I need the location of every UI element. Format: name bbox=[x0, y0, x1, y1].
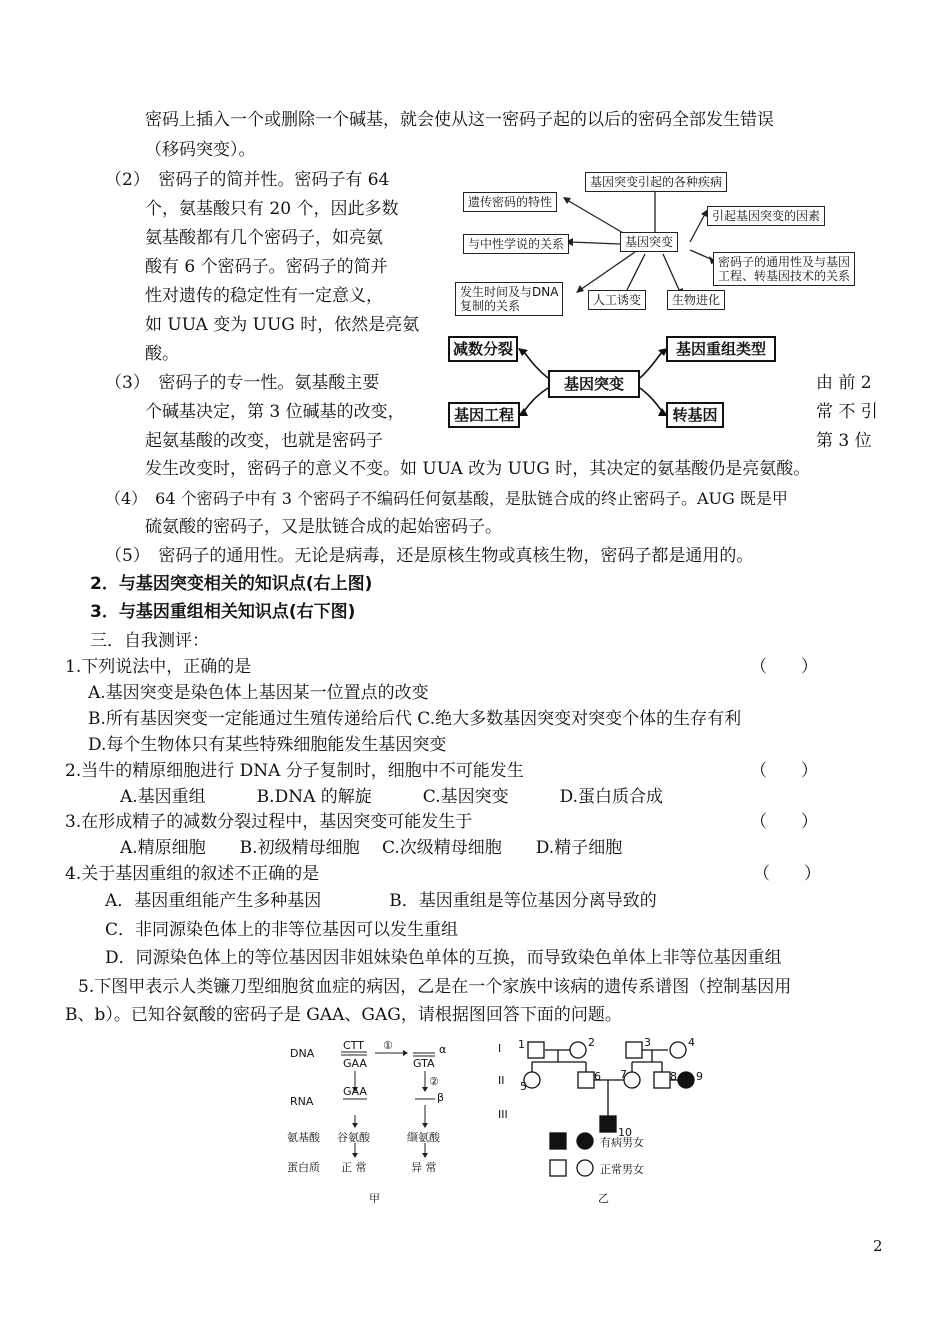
text-line: 个碱基决定，第 3 位碱基的改变， bbox=[145, 402, 405, 422]
pedigree-male-8 bbox=[654, 1072, 670, 1088]
question-stem: 2.当牛的精原细胞进行 DNA 分子复制时，细胞中不可能发生 bbox=[65, 761, 524, 781]
pedigree-chart bbox=[490, 1030, 720, 1210]
text-line: （移码突变）。 bbox=[145, 140, 256, 160]
question-stem: 4.关于基因重组的叙述不正确的是 bbox=[65, 864, 320, 884]
text-line: 酸有 6 个密码子。密码子的简并 bbox=[145, 257, 388, 277]
node-center: 基因突变 bbox=[548, 370, 640, 398]
legend-normal-label: 正常男女 bbox=[600, 1163, 644, 1176]
text-line: 酸。 bbox=[145, 344, 179, 364]
text-line: （5） 密码子的通用性。无论是病毒，还是原核生物或真核生物，密码子都是通用的。 bbox=[105, 546, 754, 566]
section-heading: 2．与基因突变相关的知识点(右上图) bbox=[90, 574, 373, 594]
text-line: 性对遗传的稳定性有一定意义， bbox=[145, 286, 383, 306]
caption-yi: 乙 bbox=[598, 1192, 609, 1205]
node-genetic-engineering: 基因工程 bbox=[448, 402, 520, 428]
pedigree-female-4 bbox=[670, 1042, 686, 1058]
page-number: 2 bbox=[873, 1237, 883, 1255]
node-left3-line2: 复制的关系 bbox=[460, 299, 521, 313]
diagram-gene-recombination bbox=[448, 336, 778, 428]
text-line: 个，氨基酸只有 20 个，因此多数 bbox=[145, 199, 399, 219]
caption-jia: 甲 bbox=[369, 1192, 380, 1205]
answer-blank: （ ） bbox=[750, 657, 818, 677]
text-line: 第 3 位 bbox=[816, 431, 872, 451]
pedigree-num: 3 bbox=[644, 1036, 651, 1049]
node-transgenic: 转基因 bbox=[666, 402, 724, 428]
option: D．同源染色体上的等位基因因非姐妹染色单体的互换，而导致染色单体上非等位基因重组 bbox=[105, 948, 782, 968]
node-left3 bbox=[455, 282, 563, 316]
option: A．基因重组能产生多种基因 B．基因重组是等位基因分离导致的 bbox=[105, 891, 657, 911]
node-right2-line1: 密码子的通用性及与基因 bbox=[718, 255, 851, 269]
text-line: （4） 64 个密码子中有 3 个密码子不编码任何氨基酸，是肽链合成的终止密码子。AUG 既是甲 bbox=[105, 489, 788, 508]
text-line: 发生改变时，密码子的意义不变。如 UUA 改为 UUG 时，其决定的氨基酸仍是亮氨酸。 bbox=[145, 459, 811, 479]
text-line: （3） 密码子的专一性。氨基酸主要 bbox=[105, 373, 380, 393]
label-protein: 蛋白质 bbox=[287, 1161, 320, 1174]
legend-normal-female bbox=[577, 1160, 593, 1176]
figure-jia-lines bbox=[285, 1035, 465, 1205]
pedigree-male-6 bbox=[578, 1072, 594, 1088]
pedigree-male-10-affected bbox=[600, 1116, 616, 1132]
node-left1: 遗传密码的特性 bbox=[463, 192, 557, 212]
node-recombination-types: 基因重组类型 bbox=[666, 336, 776, 362]
label-step2: ② bbox=[429, 1075, 439, 1088]
label-beta: β bbox=[437, 1091, 445, 1104]
label-abnormal: 异 常 bbox=[411, 1161, 437, 1174]
option: A.精原细胞 B.初级精母细胞 C.次级精母细胞 D.精子细胞 bbox=[120, 838, 623, 858]
node-center: 基因突变 bbox=[620, 232, 678, 252]
text-line: 如 UUA 变为 UUG 时，依然是亮氨 bbox=[145, 315, 420, 335]
label-gaa-dna: GAA bbox=[343, 1057, 367, 1070]
figure-yi-pedigree bbox=[490, 1030, 720, 1210]
node-right1: 引起基因突变的因素 bbox=[707, 206, 825, 226]
question-stem: 1.下列说法中，正确的是 bbox=[65, 657, 252, 677]
label-glu: 谷氨酸 bbox=[337, 1131, 370, 1144]
pedigree-male-3 bbox=[626, 1042, 642, 1058]
text-line: 由 前 2 bbox=[816, 373, 872, 393]
generation-3: III bbox=[498, 1108, 508, 1121]
option: D.每个生物体只有某些特殊细胞能发生基因突变 bbox=[88, 735, 447, 755]
legend-affected-female bbox=[577, 1133, 593, 1149]
pedigree-num: 1 bbox=[518, 1038, 525, 1051]
pedigree-female-9-affected bbox=[678, 1072, 694, 1088]
generation-1: I bbox=[498, 1042, 502, 1055]
pedigree-num: 7 bbox=[620, 1068, 627, 1081]
label-amino-acid: 氨基酸 bbox=[287, 1131, 320, 1144]
pedigree-num: 2 bbox=[588, 1036, 595, 1049]
answer-blank: （ ） bbox=[750, 761, 818, 781]
legend-normal-male bbox=[550, 1160, 566, 1176]
label-val: 缬氨酸 bbox=[407, 1131, 440, 1144]
label-ctt: CTT bbox=[343, 1039, 364, 1052]
text-line: 常 不 引 bbox=[816, 402, 878, 422]
pedigree-female-2 bbox=[570, 1042, 586, 1058]
text-line: （2） 密码子的简并性。密码子有 64 bbox=[105, 170, 390, 190]
question-stem: 5.下图甲表示人类镰刀型细胞贫血症的病因，乙是在一个家族中该病的遗传系谱图（控制基因用 bbox=[78, 977, 792, 997]
pedigree-num: 4 bbox=[688, 1036, 695, 1049]
option: C．非同源染色体上的非等位基因可以发生重组 bbox=[105, 920, 459, 940]
node-top: 基因突变引起的各种疾病 bbox=[585, 172, 727, 192]
text-line: 硫氨酸的密码子，又是肽链合成的起始密码子。 bbox=[145, 517, 502, 537]
question-stem: 3.在形成精子的减数分裂过程中，基因突变可能发生于 bbox=[65, 812, 473, 832]
label-normal: 正 常 bbox=[341, 1161, 367, 1174]
node-left3-line1: 发生时间及与DNA bbox=[460, 285, 559, 299]
node-left2: 与中性学说的关系 bbox=[463, 234, 569, 254]
generation-2: II bbox=[498, 1074, 505, 1087]
label-gaa-rna: GAA bbox=[343, 1085, 367, 1098]
answer-blank: （ ） bbox=[750, 812, 818, 832]
option: A.基因突变是染色体上基因某一位置点的改变 bbox=[88, 683, 429, 703]
text-line: 起氨基酸的改变，也就是密码子 bbox=[145, 431, 383, 451]
option: B.所有基因突变一定能通过生殖传递给后代 C.绝大多数基因突变对突变个体的生存有利 bbox=[88, 709, 742, 729]
legend-affected-label: 有病男女 bbox=[600, 1136, 644, 1149]
diagram-gene-mutation bbox=[455, 172, 880, 322]
label-step1: ① bbox=[383, 1039, 393, 1052]
pedigree-num: 6 bbox=[594, 1070, 601, 1083]
text-line: 氨基酸都有几个密码子，如亮氨 bbox=[145, 228, 383, 248]
node-right2-line2: 工程、转基因技术的关系 bbox=[718, 269, 851, 283]
pedigree-num: 5 bbox=[520, 1080, 527, 1093]
pedigree-num: 9 bbox=[696, 1070, 703, 1083]
label-alpha: α bbox=[439, 1043, 447, 1056]
figure-jia bbox=[285, 1035, 465, 1205]
pedigree-male-1 bbox=[528, 1042, 544, 1058]
section-heading: 三．自我测评： bbox=[90, 631, 209, 651]
question-stem: B、b）。已知谷氨酸的密码子是 GAA、GAG，请根据图回答下面的问题。 bbox=[65, 1005, 622, 1025]
section-heading: 3．与基因重组相关知识点(右下图) bbox=[90, 602, 356, 622]
text-line: 密码上插入一个或删除一个碱基，就会使从这一密码子起的以后的密码全部发生错误 bbox=[145, 110, 774, 130]
node-bottom2: 生物进化 bbox=[667, 290, 725, 310]
label-dna: DNA bbox=[290, 1047, 315, 1060]
label-rna: RNA bbox=[290, 1095, 314, 1108]
node-bottom1: 人工诱变 bbox=[588, 290, 646, 310]
label-gta: GTA bbox=[413, 1057, 435, 1070]
legend-affected-male bbox=[550, 1133, 566, 1149]
answer-blank: （ ） bbox=[753, 864, 821, 884]
node-meiosis: 减数分裂 bbox=[448, 336, 518, 362]
option: A.基因重组 B.DNA 的解旋 C.基因突变 D.蛋白质合成 bbox=[120, 787, 663, 807]
pedigree-num: 10 bbox=[618, 1126, 632, 1139]
node-right2 bbox=[713, 252, 855, 286]
pedigree-num: 8 bbox=[670, 1070, 677, 1083]
